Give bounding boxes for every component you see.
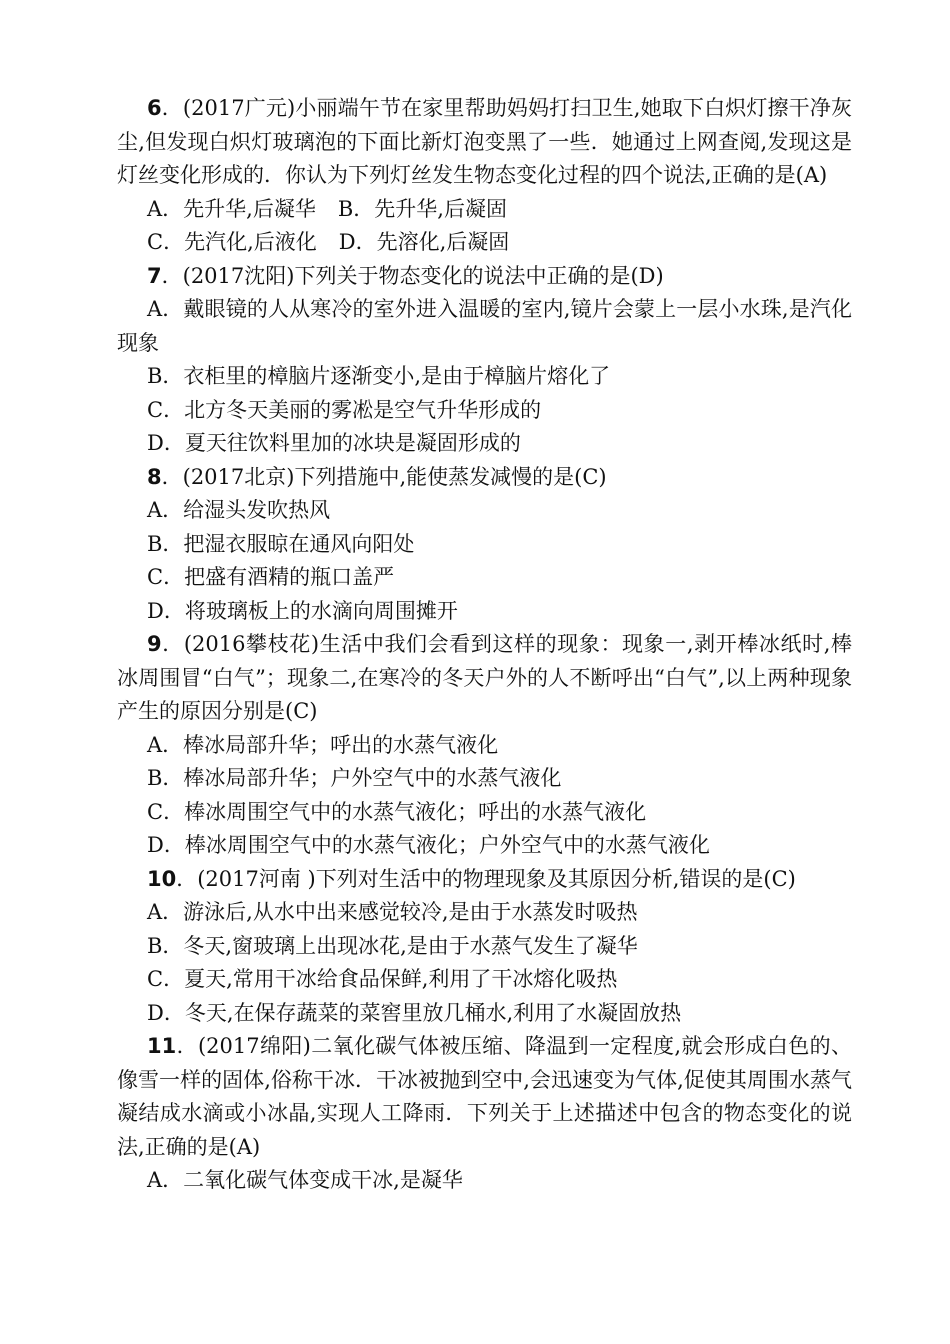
- question-text: ．(2017广元)小丽端午节在家里帮助妈妈打扫卫生,她取下白炽灯擦干净灰尘,但发现白炽灯玻璃泡的下面比新灯泡变黑了一些．她通过上网查阅,发现这是灯丝变化形成的．你认为下列灯丝发生物态变化过程的四个说法,正确的是(A): [117, 96, 852, 187]
- question-list: [117, 92, 852, 1198]
- option-c: C．北方冬天美丽的雾凇是空气升华形成的: [147, 397, 542, 422]
- question-text: ．(2017河南 )下列对生活中的物理现象及其原因分析,错误的是(C): [176, 866, 796, 891]
- question-number: 11: [147, 1034, 177, 1058]
- question-stem: [117, 863, 852, 897]
- option-row: [117, 226, 852, 260]
- option-a: A．给湿头发吹热风: [147, 498, 331, 522]
- question-8: [117, 461, 852, 629]
- question-text: ．(2017绵阳)二氧化碳气体被压缩、降温到一定程度,就会形成白色的、像雪一样的固体,俗称干冰．干冰被抛到空中,会迅速变为气体,促使其周围水蒸气凝结成水滴或小冰晶,实现人工降雨．下列关于上述描述中包含的物态变化的说法,正确的是(A): [117, 1034, 852, 1159]
- option-b: B．先升华,后凝固: [337, 196, 507, 221]
- question-number: 7: [147, 263, 162, 288]
- option-b: B．衣柜里的樟脑片逐渐变小,是由于樟脑片熔化了: [147, 364, 611, 388]
- option-b: B．棒冰局部升华；户外空气中的水蒸气液化: [147, 766, 562, 790]
- option-c: C．把盛有酒精的瓶口盖严: [147, 565, 395, 589]
- option-d: D．将玻璃板上的水滴向周围摊开: [147, 598, 458, 623]
- option-a: A．游泳后,从水中出来感觉较冷,是由于水蒸发时吸热: [147, 900, 638, 924]
- question-text: ．(2017北京)下列措施中,能使蒸发减慢的是(C): [161, 464, 607, 489]
- question-stem: [117, 461, 852, 495]
- option-c: C．夏天,常用干冰给食品保鲜,利用了干冰熔化吸热: [147, 967, 618, 991]
- question-number: 9: [147, 632, 162, 656]
- question-number: 6: [147, 96, 162, 120]
- question-stem: [117, 628, 852, 729]
- question-text: ．(2016攀枝花)生活中我们会看到这样的现象：现象一,剥开棒冰纸时,棒冰周围冒“白气”；现象二,在寒冷的冬天户外的人不断呼出“白气”,以上两种现象产生的原因分别是(C): [117, 632, 852, 723]
- option-d: D．棒冰周围空气中的水蒸气液化；户外空气中的水蒸气液化: [147, 833, 710, 857]
- option-c: C．棒冰周围空气中的水蒸气液化；呼出的水蒸气液化: [147, 799, 647, 824]
- option-row: [117, 193, 852, 227]
- question-stem: [117, 92, 852, 193]
- question-stem: [117, 1030, 852, 1164]
- option-a: A．二氧化碳气体变成干冰,是凝华: [147, 1168, 463, 1192]
- option-d: D．先溶化,后凝固: [338, 230, 510, 254]
- question-6: [117, 92, 852, 260]
- question-10: [117, 863, 852, 1031]
- option-b: B．把湿衣服晾在通风向阳处: [147, 531, 415, 556]
- question-stem: [117, 260, 852, 294]
- question-9: [117, 628, 852, 863]
- option-d: D．夏天往饮料里加的冰块是凝固形成的: [147, 431, 521, 455]
- option-b: B．冬天,窗玻璃上出现冰花,是由于水蒸气发生了凝华: [147, 933, 638, 958]
- option-a: A．棒冰局部升华；呼出的水蒸气液化: [147, 732, 499, 757]
- option-a: A．先升华,后凝华: [147, 196, 316, 221]
- option-d: D．冬天,在保存蔬菜的菜窖里放几桶水,利用了水凝固放热: [147, 1000, 682, 1025]
- option-a: A．戴眼镜的人从寒冷的室外进入温暖的室内,镜片会蒙上一层小水珠,是汽化现象: [117, 297, 852, 355]
- question-text: ．(2017沈阳)下列关于物态变化的说法中正确的是(D): [161, 263, 664, 288]
- question-number: 10: [147, 866, 177, 891]
- option-c: C．先汽化,后液化: [147, 230, 317, 254]
- question-7: [117, 260, 852, 461]
- question-11: [117, 1030, 852, 1198]
- question-number: 8: [147, 464, 162, 489]
